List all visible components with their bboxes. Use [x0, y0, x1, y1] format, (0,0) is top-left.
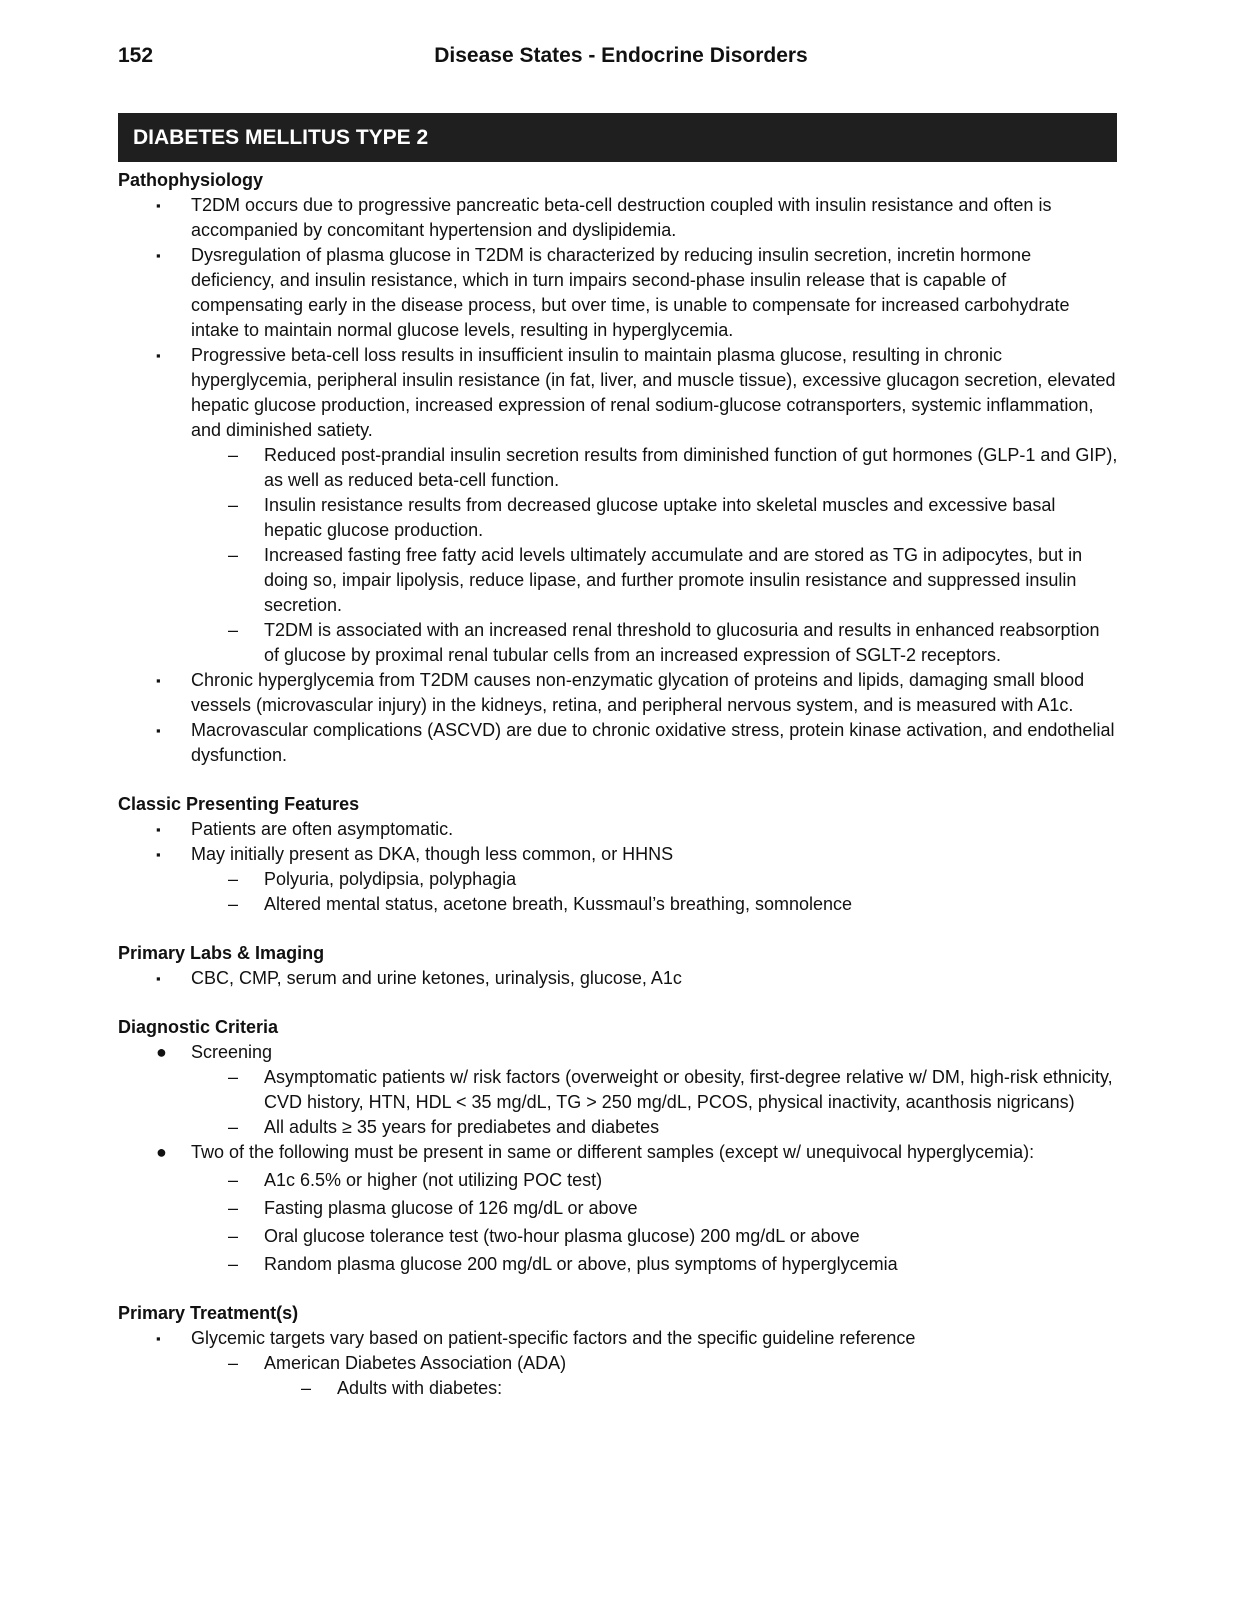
pathophysiology-heading: Pathophysiology: [118, 170, 264, 190]
dash-bullet-icon: –: [228, 869, 239, 889]
treatment-heading: Primary Treatment(s): [118, 1303, 299, 1323]
round-bullet-icon: ●: [156, 1142, 167, 1162]
sub-list-item: – Increased fasting free fatty acid levels ultimately accumulate and are stored as TG in adipocytes, but in doing so, impair lipolysis, reduce lipase, and further promote insulin resistance and suppressed insulin secretion.: [228, 545, 1083, 615]
document-body: [118, 168, 1118, 1401]
square-bullet-icon: ▪: [156, 971, 161, 986]
square-bullet-icon: ▪: [156, 822, 161, 837]
dash-bullet-icon: –: [228, 1067, 239, 1087]
dash-bullet-icon: –: [228, 1353, 239, 1373]
square-bullet-icon: ▪: [156, 348, 161, 363]
list-item: ▪ T2DM occurs due to progressive pancreatic beta-cell destruction coupled with insulin resistance and often is accompanied by concomitant hypertension and dyslipidemia.: [156, 195, 1052, 240]
square-bullet-icon: ▪: [156, 1331, 161, 1346]
sub-list-item: – Polyuria, polydipsia, polyphagia: [118, 867, 1118, 892]
diagnostic-criteria-heading: Diagnostic Criteria: [118, 1017, 279, 1037]
presenting-features-heading: Classic Presenting Features: [118, 794, 360, 814]
section-banner: DIABETES MELLITUS TYPE 2: [118, 113, 1117, 162]
dash-bullet-icon: –: [228, 1226, 239, 1246]
list-item: ▪ Patients are often asymptomatic.: [118, 817, 1118, 842]
square-bullet-icon: ▪: [156, 673, 161, 688]
sub-list-item: – Oral glucose tolerance test (two-hour plasma glucose) 200 mg/dL or above: [118, 1224, 1118, 1249]
list-item: ▪ May initially present as DKA, though less common, or HHNS: [118, 842, 1118, 867]
sub-list-item: – Asymptomatic patients w/ risk factors (overweight or obesity, first-degree relative w/ DM, high-risk ethnicity, CVD history, HTN, HDL < 35 mg/dL, TG > 250 mg/dL, PCOS, physical inactivity, acanthosis nigricans): [228, 1067, 1113, 1112]
dash-bullet-icon: –: [228, 1117, 239, 1137]
dash-bullet-icon: –: [228, 545, 239, 565]
list-item: ▪ Glycemic targets vary based on patient-specific factors and the specific guideline reference: [118, 1326, 1118, 1351]
labs-heading: Primary Labs & Imaging: [118, 943, 325, 963]
dash-bullet-icon: –: [228, 1254, 239, 1274]
sub-list-item: – T2DM is associated with an increased renal threshold to glucosuria and results in enhanced reabsorption of glucose by proximal renal tubular cells from an increased expression of SGLT-2 receptors.: [228, 620, 1100, 665]
list-item: ▪ CBC, CMP, serum and urine ketones, urinalysis, glucose, A1c: [118, 966, 1118, 991]
running-title: Disease States - Endocrine Disorders: [434, 44, 808, 67]
sub-list-item: – Altered mental status, acetone breath, Kussmaul’s breathing, somnolence: [118, 892, 1118, 917]
sub-list-item: – A1c 6.5% or higher (not utilizing POC test): [118, 1168, 1118, 1193]
square-bullet-icon: ▪: [156, 248, 161, 263]
square-bullet-icon: ▪: [156, 847, 161, 862]
sub-list-item: – All adults ≥ 35 years for prediabetes and diabetes: [118, 1115, 1118, 1140]
sub-list-item: – Reduced post-prandial insulin secretion results from diminished function of gut hormones (GLP-1 and GIP), as well as reduced beta-cell function.: [228, 445, 1118, 490]
dash-bullet-icon: –: [301, 1378, 312, 1398]
dash-bullet-icon: –: [228, 495, 239, 515]
sub-sub-list-item: – Adults with diabetes:: [118, 1376, 1118, 1401]
list-item: ▪ Macrovascular complications (ASCVD) are due to chronic oxidative stress, protein kinase activation, and endothelial dysfunction.: [156, 720, 1115, 765]
sub-list-item: – Fasting plasma glucose of 126 mg/dL or above: [118, 1196, 1118, 1221]
dash-bullet-icon: –: [228, 1170, 239, 1190]
dash-bullet-icon: –: [228, 894, 239, 914]
square-bullet-icon: ▪: [156, 723, 161, 738]
square-bullet-icon: ▪: [156, 198, 161, 213]
sub-list-item: – American Diabetes Association (ADA): [118, 1351, 1118, 1376]
dash-bullet-icon: –: [228, 620, 239, 640]
dash-bullet-icon: –: [228, 445, 239, 465]
sub-list-item: – Random plasma glucose 200 mg/dL or above, plus symptoms of hyperglycemia: [118, 1252, 1118, 1277]
round-bullet-icon: ●: [156, 1042, 167, 1062]
dash-bullet-icon: –: [228, 1198, 239, 1218]
list-item: ▪ Dysregulation of plasma glucose in T2DM is characterized by reducing insulin secretion, incretin hormone deficiency, and insulin resistance, which in turn impairs second-phase insulin release that is capable of compensating early in the disease process, but over time, is unable to compensate for increased carbohydrate intake to maintain normal glucose levels, resulting in hyperglycemia.: [156, 245, 1070, 340]
page-number: 152: [118, 44, 154, 67]
list-item: ▪ Chronic hyperglycemia from T2DM causes non-enzymatic glycation of proteins and lipids, damaging small blood vessels (microvascular injury) in the kidneys, retina, and peripheral nervous system, and is measured with A1c.: [156, 670, 1085, 715]
list-item: ● Screening: [118, 1040, 1118, 1065]
list-item: ▪ Progressive beta-cell loss results in insufficient insulin to maintain plasma glucose, resulting in chronic hyperglycemia, peripheral insulin resistance (in fat, liver, and muscle tissue), excessive glucagon secretion, elevated hepatic glucose production, increased expression of renal sodium-glucose cotransporters, systemic inflammation, and diminished satiety.: [156, 345, 1116, 440]
sub-list-item: – Insulin resistance results from decreased glucose uptake into skeletal muscles and excessive basal hepatic glucose production.: [228, 495, 1056, 540]
list-item: ● Two of the following must be present in same or different samples (except w/ unequivocal hyperglycemia):: [118, 1140, 1118, 1165]
